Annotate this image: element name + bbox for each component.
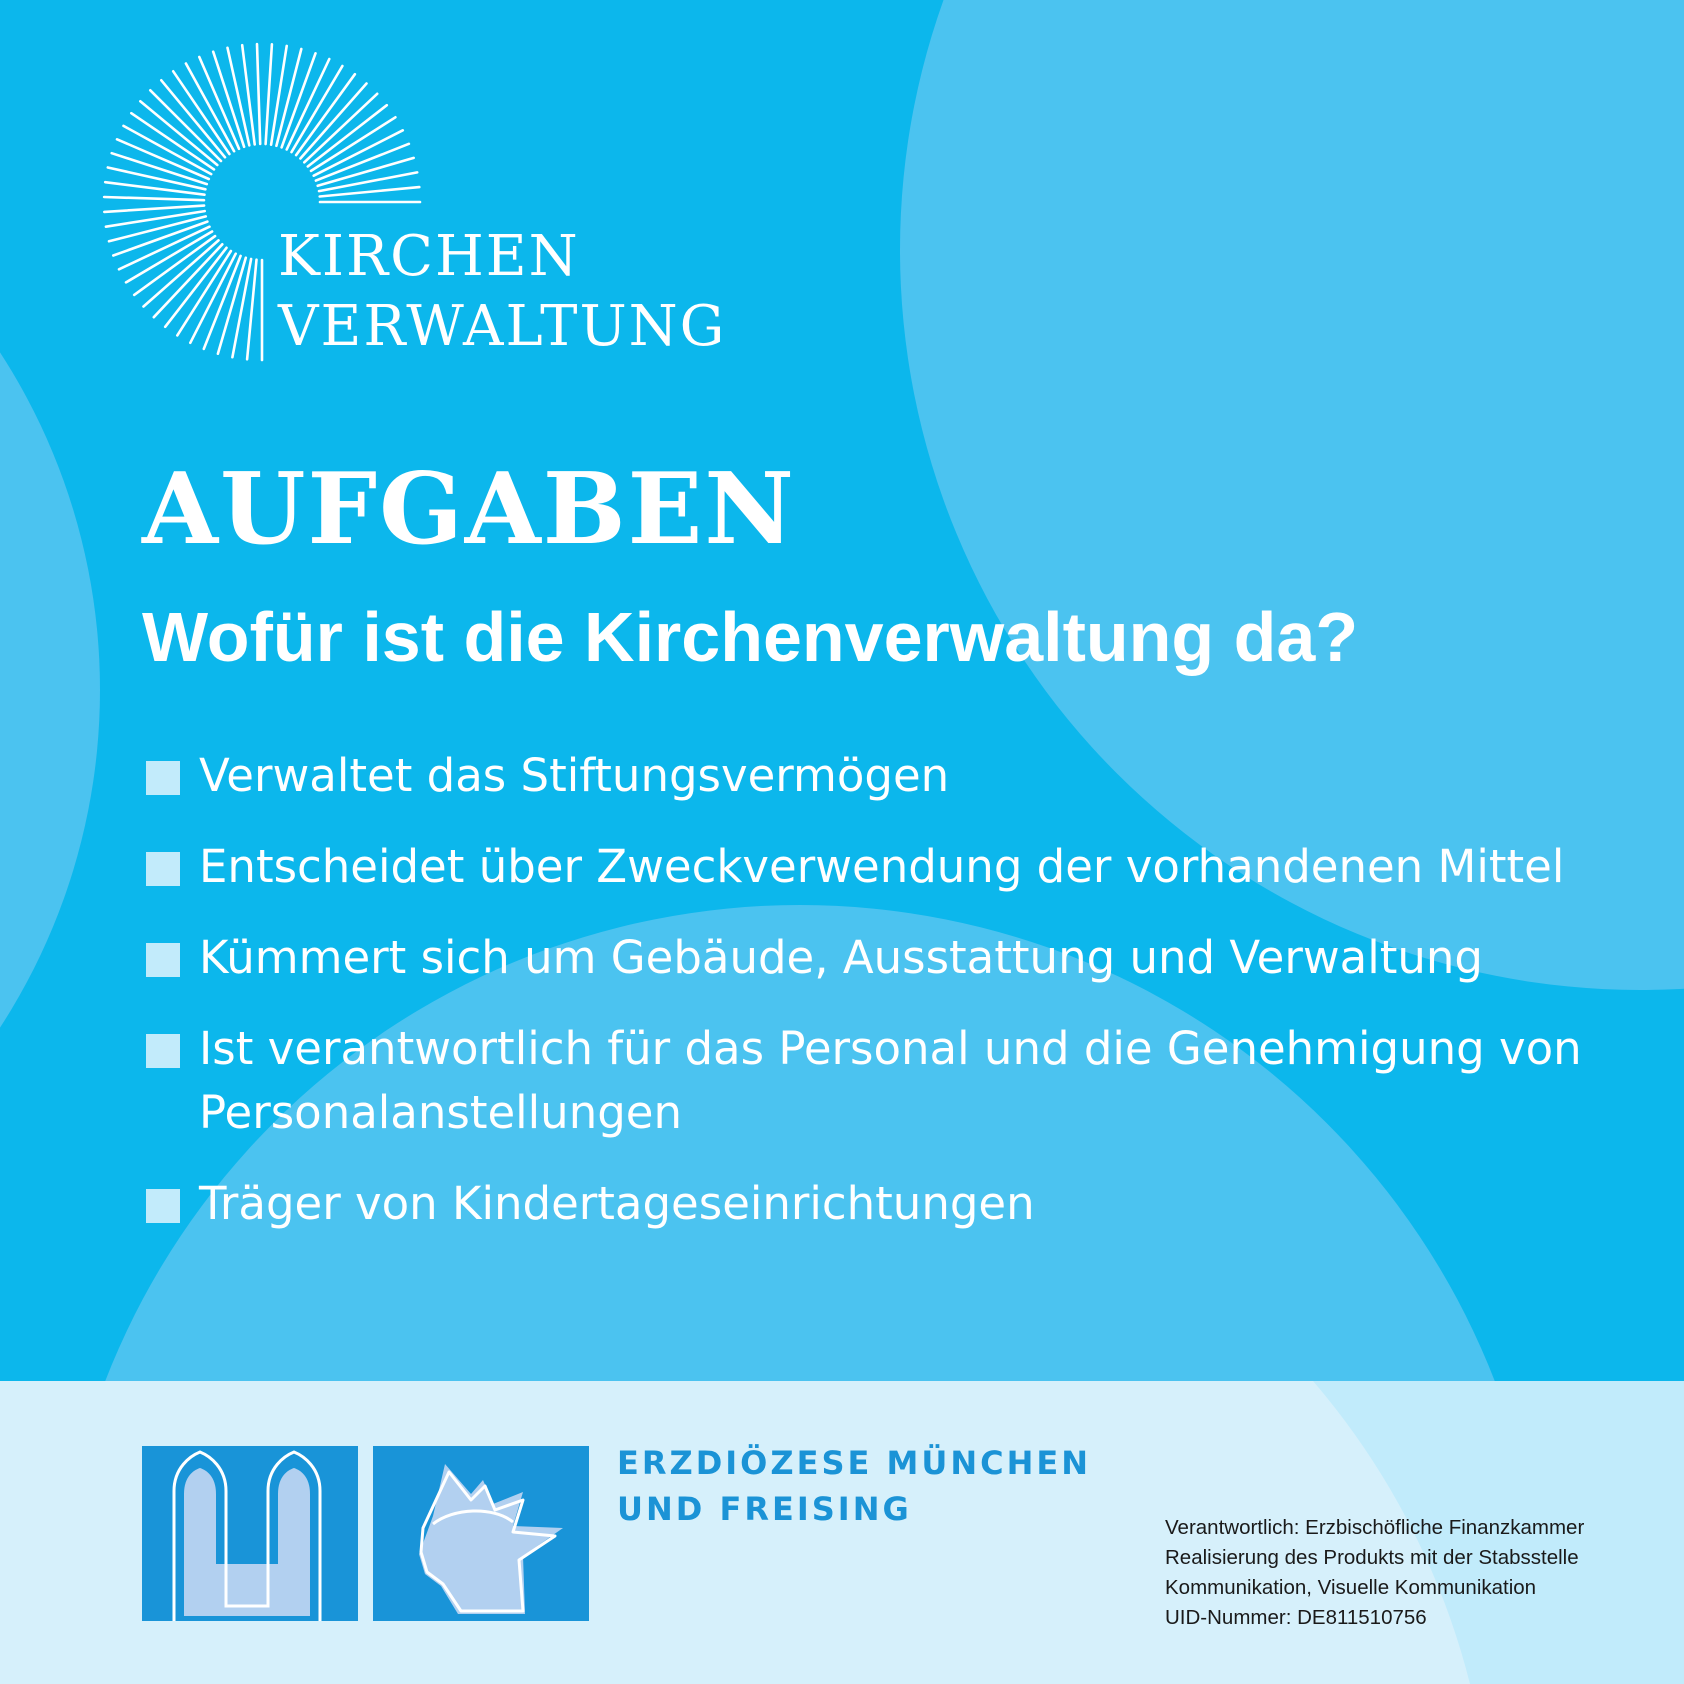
sunburst-ray [104,197,204,200]
sunburst-ray [276,49,301,146]
imprint [1165,1513,1584,1633]
sunburst-ray [104,206,204,212]
imprint-line: Kommunikation, Visuelle Kommunikation [1165,1576,1537,1599]
list-item [146,1017,1586,1145]
list-item [146,1172,1586,1236]
list-item [146,926,1586,990]
logo-wordmark [278,222,726,362]
sunburst-ray [105,182,204,195]
imprint-line: Realisierung des Produkts mit der Stabsstelle [1165,1546,1579,1569]
list-item-text: Entscheidet über Zweckverwendung der vorhandenen Mittel [199,840,1565,893]
sunburst-ray [271,46,287,145]
logo-line-kirchen: KIRCHEN [278,224,580,289]
square-bullet-icon [146,761,180,795]
list-item [146,835,1586,899]
sunburst-ray [106,211,205,227]
list-item-text: Verwaltet das Stiftungsvermögen [199,749,950,802]
org-line-1: ERZDIÖZESE MÜNCHEN [617,1444,1091,1482]
imprint-line: UID-Nummer: DE811510756 [1165,1606,1427,1629]
square-bullet-icon [146,1034,180,1068]
page-title: AUFGABEN [142,452,796,567]
task-list [146,744,1586,1263]
list-item-text: Träger von Kindertageseinrichtungen [199,1177,1035,1230]
frauenkirche-towers-icon [142,1446,358,1621]
list-item-text: Kümmert sich um Gebäude, Ausstattung und Verwaltung [199,931,1483,984]
imprint-line: Verantwortlich: Erzbischöfliche Finanzkammer [1165,1516,1585,1539]
list-item-text: Ist verantwortlich für das Personal und die Genehmigung von Personalanstellungen [199,1022,1582,1139]
logo-line-verwaltung: VERWALTUNG [278,294,727,359]
crowned-head-icon [373,1446,589,1621]
sunburst-ray [109,216,206,241]
square-bullet-icon [146,943,180,977]
sunburst-ray [242,45,255,144]
org-line-2: UND FREISING [617,1490,912,1528]
page-subtitle: Wofür ist die Kirchenverwaltung da? [142,598,1359,676]
organization-name [617,1440,1091,1532]
sunburst-ray [266,44,272,144]
square-bullet-icon [146,1189,180,1223]
square-bullet-icon [146,852,180,886]
list-item [146,744,1586,808]
sunburst-ray [257,44,260,144]
